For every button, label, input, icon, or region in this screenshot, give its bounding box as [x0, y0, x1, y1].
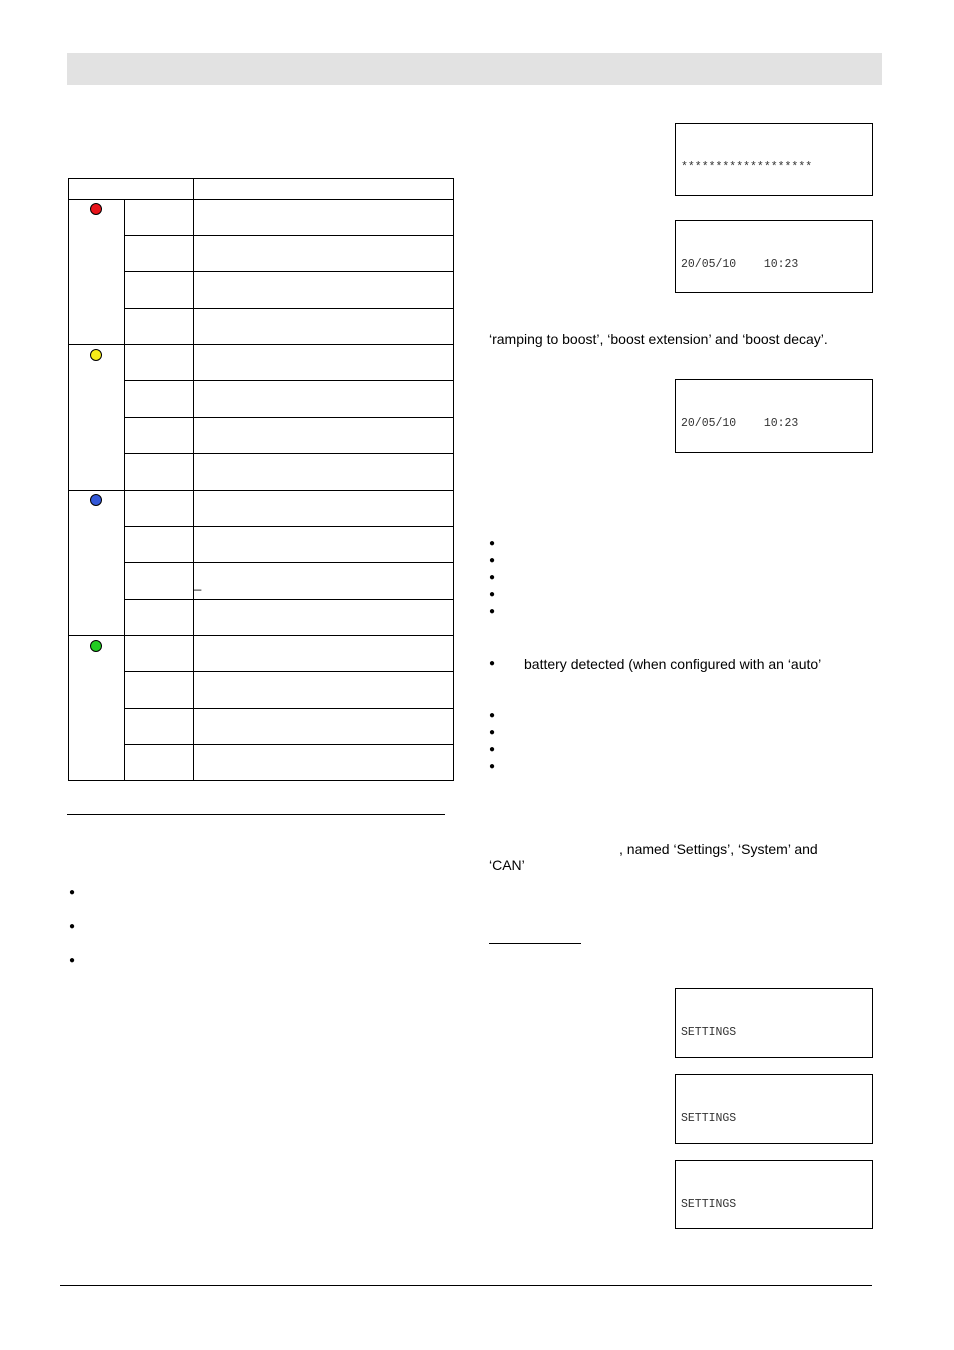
battery-detected-text: battery detected (when configured with an ‘auto’ [524, 656, 822, 672]
bullet-icon: ● [489, 761, 496, 772]
red-led-icon [90, 203, 102, 215]
yellow-led-icon [90, 349, 102, 361]
table-row-rule [124, 708, 453, 709]
bullet-icon: ● [489, 538, 496, 549]
lcd-line: 20/05/10 10:23 [681, 417, 799, 431]
lcd-line: SETTINGS [681, 1026, 737, 1040]
table-row-rule [124, 671, 453, 672]
bullet-icon: ● [489, 710, 496, 721]
green-led-icon [90, 640, 102, 652]
lcd-line: ******************* [681, 161, 813, 175]
bullet-icon: ● [489, 606, 496, 617]
bullet-icon: ● [69, 887, 76, 898]
table-group-rule [69, 490, 453, 491]
table-divider-col2 [193, 179, 194, 780]
bullet-icon: ● [489, 555, 496, 566]
lcd-charge-fail-screen [675, 379, 873, 453]
section-rule [67, 814, 445, 815]
bullet-icon: ● [69, 921, 76, 932]
blue-led-icon [90, 494, 102, 506]
underscore-mark: _ [194, 576, 202, 591]
bullet-icon: ● [489, 572, 496, 583]
table-row-rule [124, 308, 453, 309]
lcd-settings-charge-screen [675, 988, 873, 1058]
can-menu-text: ‘CAN’ [489, 857, 525, 873]
lcd-settings-model-screen [675, 1160, 873, 1229]
table-row-rule [124, 599, 453, 600]
bullet-icon: ● [489, 727, 496, 738]
lcd-settings-alarm-screen [675, 1074, 873, 1144]
lcd-line: 20/05/10 10:23 [681, 258, 799, 272]
lcd-line: SETTINGS [681, 1198, 737, 1212]
menus-text: , named ‘Settings’, ‘System’ and [619, 841, 818, 857]
ramping-modes-text: ‘ramping to boost’, ‘boost extension’ and ‘boost decay’. [489, 331, 828, 347]
lcd-startup-screen [675, 123, 873, 196]
table-group-rule [69, 635, 453, 636]
bullet-icon: ● [489, 744, 496, 755]
table-row-rule [124, 417, 453, 418]
table-row-rule [124, 453, 453, 454]
table-header-rule [69, 199, 453, 200]
table-group-rule [69, 344, 453, 345]
lcd-float-charge-screen [675, 220, 873, 293]
table-row-rule [124, 526, 453, 527]
table-row-rule [124, 562, 453, 563]
bullet-icon: ● [489, 658, 496, 669]
subsection-rule [489, 943, 581, 944]
bullet-icon: ● [69, 955, 76, 966]
led-indicator-table [68, 178, 454, 781]
table-row-rule [124, 744, 453, 745]
table-row-rule [124, 380, 453, 381]
lcd-line: SETTINGS [681, 1112, 737, 1126]
table-row-rule [124, 271, 453, 272]
footer-rule [60, 1285, 872, 1286]
header-band [67, 53, 882, 85]
bullet-icon: ● [489, 589, 496, 600]
table-row-rule [124, 235, 453, 236]
